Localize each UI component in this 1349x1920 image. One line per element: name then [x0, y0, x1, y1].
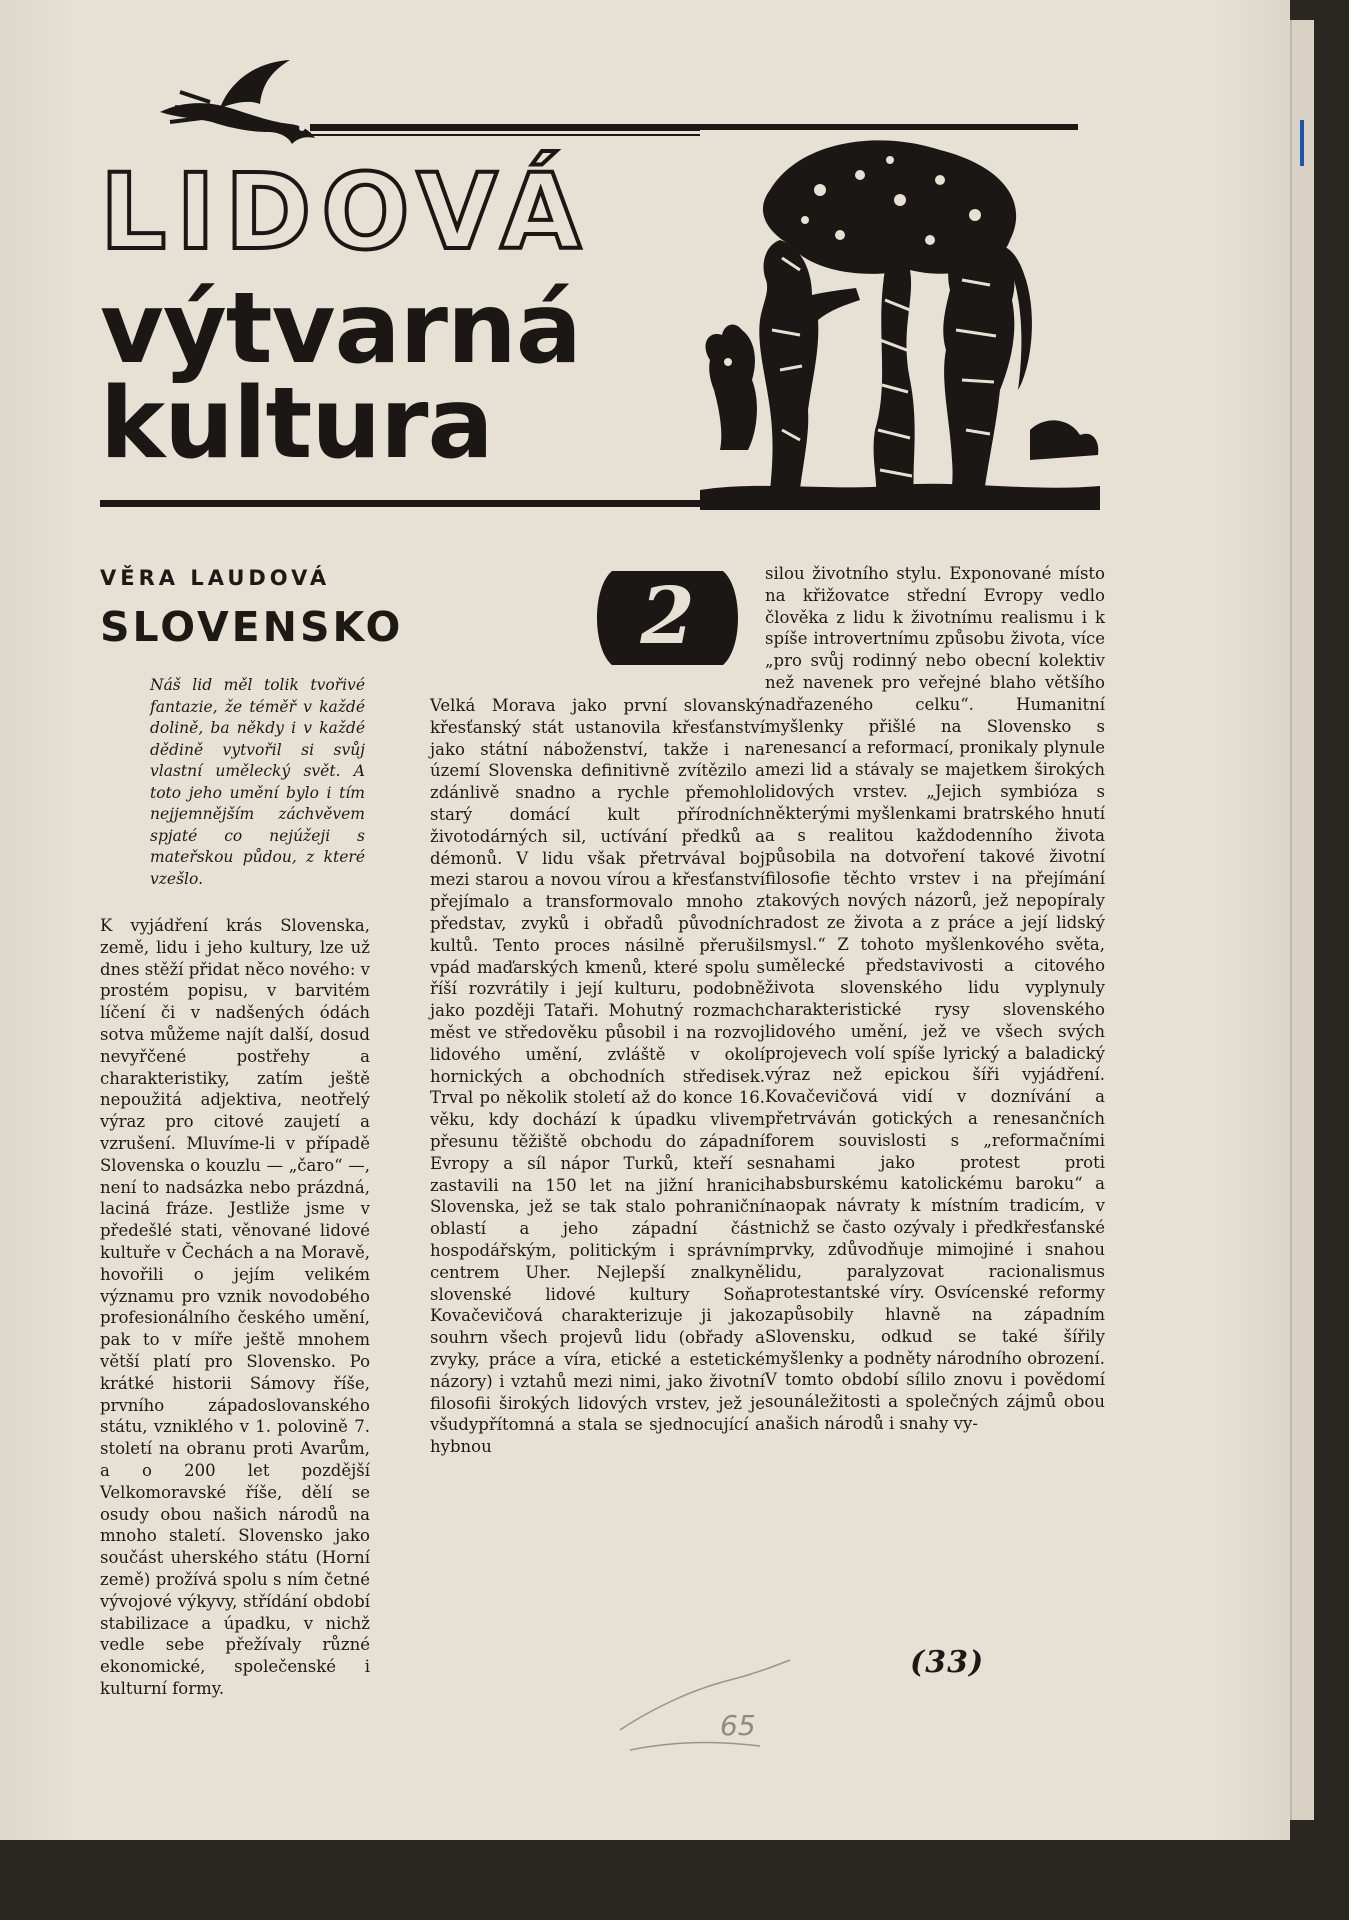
pencil-note-text: 65 — [720, 1709, 756, 1742]
page-edge — [1290, 20, 1314, 1820]
body-column-3: silou životního stylu. Exponované místo na křižovatce střední Evropy vedlo člověka z lidu k životnímu realismu i k spíše introvertnímu způsobu života, více „pro svůj rodinný nebo obecní kolektiv než navenek pro veřejné blaho většího nadřazeného celku“. Humanitní myšlenky přišlé na Slovensko s renesancí a reformací, pronikaly plynule mezi lid a stávaly se majetkem širokých lidových vrstev. „Jejich symbióza s některými myšlenkami bratrského hnutí a s realitou každodenního života působila na dotvoření takové životní filosofie těchto vrstev i na přejímání takových nových názorů, jež nepopíraly radost ze života a z práce a její lidský smysl.“ Z tohoto myšlenkového světa, umělecké představivosti a citového života slovenského lidu vyplynuly charakteristické rysy slovenského lidového umění, jež ve všech svých projevech volí spíše lyrický a baladický výraz než epickou šíři vyjádření. Kovačevičová vidí v doznívání a přetrváván gotických a renesančních forem souvislosti s „reformačními snahami jako protest proti habsburskému katolickému baroku“ a naopak návraty k místním tradicím, v nichž se často ozývaly i předkřesťanské prvky, zdůvodňuje mimojiné i snahou lidu, paralyzovat racionalismus protestantské víry. Osvícenské reformy zapůsobily hlavně na západním Slovensku, odkud se také šířily myšlenky a podněty národního obrození. V tomto období sílilo znovu i povědomí sounáležitosti a společných zájmů obou našich národů i snahy vy- — [765, 564, 1105, 1434]
pencil-note — [610, 1650, 800, 1760]
part-number: 2 — [640, 570, 695, 662]
page-number: (33) — [910, 1645, 985, 1680]
woodcut-illustration — [700, 130, 1100, 510]
section-title: SLOVENSKO — [100, 603, 404, 651]
title-lidova: LIDOVÁ — [100, 151, 591, 273]
lead-paragraph: Náš lid měl tolik tvořivé fantazie, že téměř v každé dolině, ba někdy i v každé dědině vytvořil si svůj vlastní umělecký svět. A toto jeho umění bylo i tím nejjemnějším záchvěvem spjaté co nejúžeji s mateřskou půdou, z které vzešlo. — [150, 676, 365, 888]
header-bottom-rule — [100, 500, 1090, 507]
body-column-1: K vyjádření krás Slovenska, země, lidu i jeho kultury, lze už dnes stěží přidat něco nového: v prostém popisu, v barvitém líčení či v nadšených ódách sotva můžeme najít další, dosud nevyřčené postřehy a charakteristiky, zatím ještě nepoužitá adjektiva, neotřelý výraz pro citové zaujetí a vzrušení. Mluvíme-li v případě Slovenska o kouzlu — „čaro“ —, není to nadsázka nebo prázdná, laciná fráze. Jestliže jsme v předešlé stati, věnované lidové kultuře v Čechách a na Moravě, hovořili o jejím velikém významu pro vznik novodobého profesionálního českého umění, pak to v míře ještě mnohem větší platí pro Slovensko. Po krátké historii Sámovy říše, prvního západoslovanského státu, vzniklého v 1. polovině 7. století na obranu proti Avarům, a o 200 let pozdější Velkomoravské říše, dělí se osudy obou našich národů na mnoho staletí. Slovensko jako součást uherského státu (Horní země) prožívá spolu s ním četné vývojové výkyvy, střídání období stabilizace a úpadku, v nichž vedle sebe přežívaly různé ekonomické, společenské i kulturní formy. — [100, 916, 370, 1698]
body-column-2: Velká Morava jako první slovanský křesťanský stát ustanovila křesťanství jako státní náboženství, takže i na území Slovenska definitivně zvítězilo a zdánlivě snadno a rychle přemohlo starý domácí kult přírodních životodárných sil, uctívání předků a démonů. V lidu však přetrvával boj mezi starou a novou vírou a křesťanství přejímalo a transformovalo mnoho z představ, zvyků i obřadů původních kultů. Tento proces násilně přerušil vpád maďarských kmenů, které spolu s říší rozvrátily i její kulturu, podobně jako později Tataři. Mohutný rozmach měst ve středověku působil i na rozvoj lidového umění, zvláště v okolí hornických a obchodních středisek. Trval po několik století až do konce 16. věku, kdy dochází k úpadku vlivem přesunu těžiště obchodu do západní Evropy a síl nápor Turků, kteří se zastavili na 150 let na jižní hranici Slovenska, jež se tak stalo pohraniční oblastí a jeho západní část hospodářským, politickým i správním centrem Uher. Nejlepší znalkyně slovenské lidové kultury Soňa Kovačevičová charakterizuje ji jako souhrn všech projevů lidu (obřady a zvyky, práce a víra, etické a estetické názory) i vztahů mezi nimi, jako životní filosofii širokých lidových vrstev, jež je všudypřítomná a stala se sjednocující a hybnou — [430, 696, 765, 1457]
title-kultura: kultura — [100, 367, 493, 481]
blue-mark — [1300, 120, 1304, 166]
author-name: VĚRA LAUDOVÁ — [100, 566, 331, 590]
title-vytvarna: výtvarná — [100, 272, 581, 386]
bird-illustration — [150, 52, 325, 147]
